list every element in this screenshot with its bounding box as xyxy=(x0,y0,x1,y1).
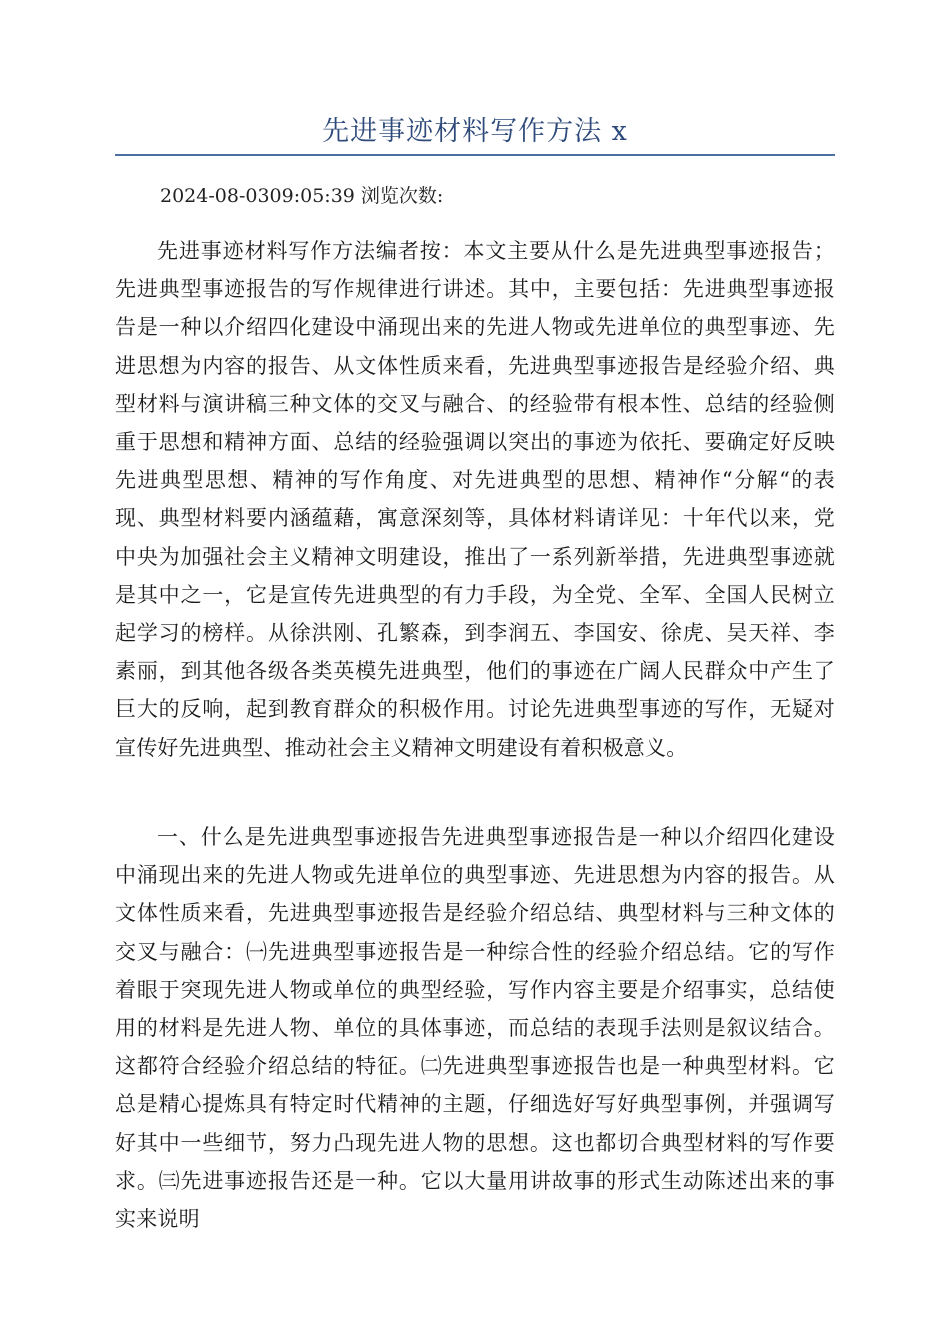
paragraph-section-one: 一、什么是先进典型事迹报告先进典型事迹报告是一种以介绍四化建设中涌现出来的先进人物或先进单位的典型事迹、先进思想为内容的报告。从文体性质来看，先进典型事迹报告是经验介绍总结、典型材料与三种文体的交叉与融合：㈠先进典型事迹报告是一种综合性的经验介绍总结。它的写作着眼于突现先进人物或单位的典型经验，写作内容主要是介绍事实，总结使用的材料是先进人物、单位的具体事迹，而总结的表现手法则是叙议结合。这都符合经验介绍总结的特征。㈡先进典型事迹报告也是一种典型材料。它总是精心提炼具有特定时代精神的主题，仔细选好写好典型事例，并强调写好其中一些细节，努力凸现先进人物的思想。这也都切合典型材料的写作要求。㈢先进事迹报告还是一种。它以大量用讲故事的形式生动陈述出来的事实来说明 xyxy=(115,825,835,1232)
document-meta: 2024-08-0309:05:39 浏览次数: xyxy=(160,185,444,207)
title-divider xyxy=(115,154,835,156)
paragraph-intro: 先进事迹材料写作方法编者按：本文主要从什么是先进典型事迹报告；先进典型事迹报告的写作规律进行讲述。其中，主要包括：先进典型事迹报告是一种以介绍四化建设中涌现出来的先进人物或先进单位的典型事迹、先进思想为内容的报告、从文体性质来看，先进典型事迹报告是经验介绍、典型材料与演讲稿三种文体的交叉与融合、的经验带有根本性、总结的经验侧重于思想和精神方面、总结的经验强调以突出的事迹为依托、要确定好反映先进典型思想、精神的写作角度、对先进典型的思想、精神作“分解“的表现、典型材料要内涵蕴藉，寓意深刻等，具体材料请详见：十年代以来，党中央为加强社会主义精神文明建设，推出了一系列新举措，先进典型事迹就是其中之一，它是宣传先进典型的有力手段，为全党、全军、全国人民树立起学习的榜样。从徐洪刚、孔繁森，到李润五、李国安、徐虎、吴天祥、李素丽，到其他各级各类英模先进典型，他们的事迹在广阔人民群众中产生了巨大的反响，起到教育群众的积极作用。讨论先进典型事迹的写作，无疑对宣传好先进典型、推动社会主义精神文明建设有着积极意义。 xyxy=(115,239,835,760)
document-title: 先进事迹材料写作方法 x xyxy=(322,116,628,147)
